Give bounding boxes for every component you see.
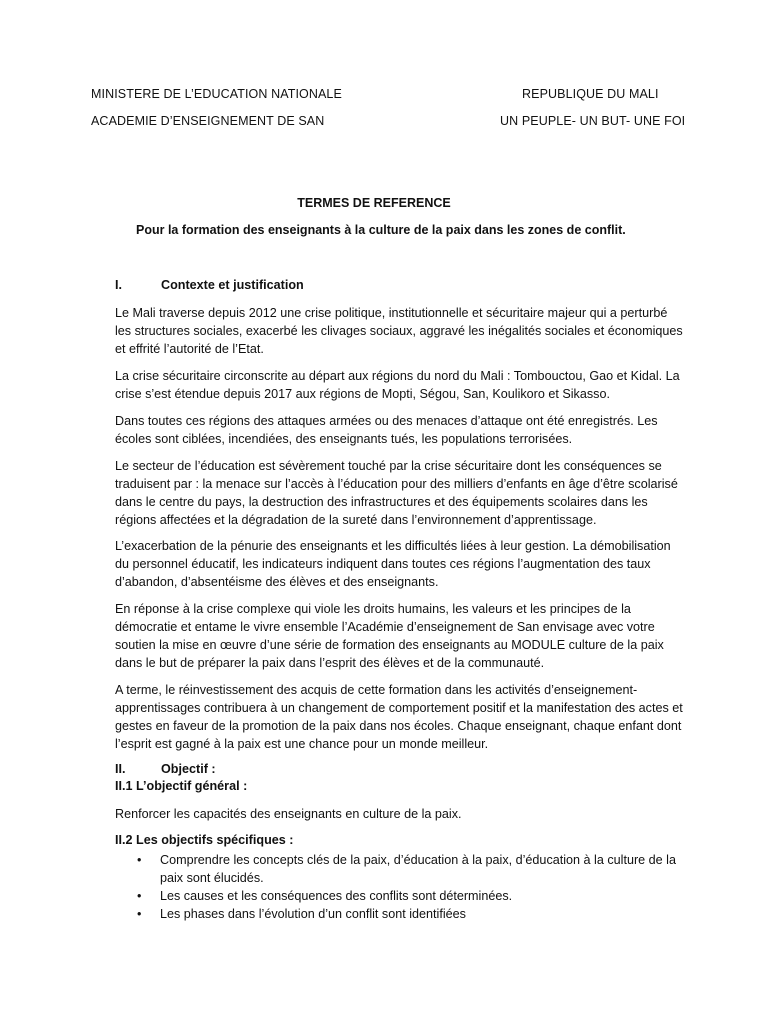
paragraph-6: En réponse à la crise complexe qui viole les droits humains, les valeurs et les principes de la démocratie et entame le vivre ensemble l’Académie d’enseignement de San envisage avec votre soutien la mise en œuvre d’une série de formation des enseignants au MODULE culture de la paix dans le but de préparer la paix dans l’esprit des élèves et de la communauté.	[115, 602, 664, 670]
document-subtitle: Pour la formation des enseignants à la culture de la paix dans les zones de conflit.	[136, 223, 626, 237]
paragraph-2: La crise sécuritaire circonscrite au départ aux régions du nord du Mali : Tombouctou, Gao et Kidal. La crise s’est étendue depuis 2017 aux régions de Mopti, Ségou, San, Koulikoro et Sikasso.	[115, 369, 680, 401]
list-item-text: Les causes et les conséquences des conflits sont déterminées.	[160, 889, 513, 903]
section-2-title: Objectif :	[161, 762, 216, 776]
bullet-icon: •	[137, 853, 142, 867]
country-name: REPUBLIQUE DU MALI	[522, 87, 659, 101]
list-item	[115, 905, 685, 923]
paragraph-1: Le Mali traverse depuis 2012 une crise politique, institutionnelle et sécuritaire majeur qui a perturbé les structures sociales, exacerbé les clivages sociaux, aggravé les inégalités sociales et économiques et effrité l’autorité de l’Etat.	[115, 306, 683, 356]
bullet-icon: •	[137, 907, 142, 921]
paragraph-5: L’exacerbation de la pénurie des enseignants et les difficultés liées à leur gestion. La démobilisation du personnel éducatif, les indicateurs indiquent dans toutes ces régions l’augmentation des taux d’abandon, d’absentéisme des élèves et des enseignants.	[115, 539, 671, 589]
section-1-title: Contexte et justification	[161, 278, 304, 292]
list-item	[115, 851, 685, 887]
paragraph-3: Dans toutes ces régions des attaques armées ou des menaces d’attaque ont été enregistrés. Les écoles sont ciblées, incendiées, des enseignants tués, les populations terrorisées.	[115, 414, 658, 446]
academy-name: ACADEMIE D’ENSEIGNEMENT DE SAN	[91, 114, 325, 128]
section-2-heading	[115, 762, 216, 776]
country-motto: UN PEUPLE- UN BUT- UNE FOI	[500, 114, 686, 128]
specific-objectives-list	[115, 851, 685, 923]
general-objective-text: Renforcer les capacités des enseignants en culture de la paix.	[115, 807, 462, 821]
list-item	[115, 887, 685, 905]
specific-objectives-heading: II.2 Les objectifs spécifiques :	[115, 833, 294, 847]
bullet-icon: •	[137, 889, 142, 903]
ministry-name: MINISTERE DE L’EDUCATION NATIONALE	[91, 87, 342, 101]
list-item-text: Les phases dans l’évolution d’un conflit sont identifiées	[160, 907, 466, 921]
list-item-text: Comprendre les concepts clés de la paix, d’éducation à la paix, d’éducation à la culture de la paix sont élucidés.	[160, 853, 676, 885]
paragraph-7: A terme, le réinvestissement des acquis de cette formation dans les activités d’enseignement-apprentissages contribuera à un changement de comportement positif et la manifestation des actes et gestes en faveur de la promotion de la paix dans nos écoles. Chaque enseignant, chaque enfant dont l’esprit est gagné à la paix est une chance pour un monde meilleur.	[115, 683, 683, 751]
section-2-number: II.	[115, 762, 126, 776]
section-1-number: I.	[115, 278, 122, 292]
document-title: TERMES DE REFERENCE	[297, 196, 451, 210]
section-1-heading	[115, 278, 304, 292]
general-objective-heading: II.1 L’objectif général :	[115, 779, 248, 793]
paragraph-4: Le secteur de l’éducation est sévèrement touché par la crise sécuritaire dont les conséquences se traduisent par : la menace sur l’accès à l’éducation pour des milliers d’enfants en âge d’être scolarisé dans le centre du pays, la destruction des infrastructures et des équipements scolaires dans les régions affectées et la dégradation de la sureté dans l’environnement d’apprentissage.	[115, 459, 678, 527]
